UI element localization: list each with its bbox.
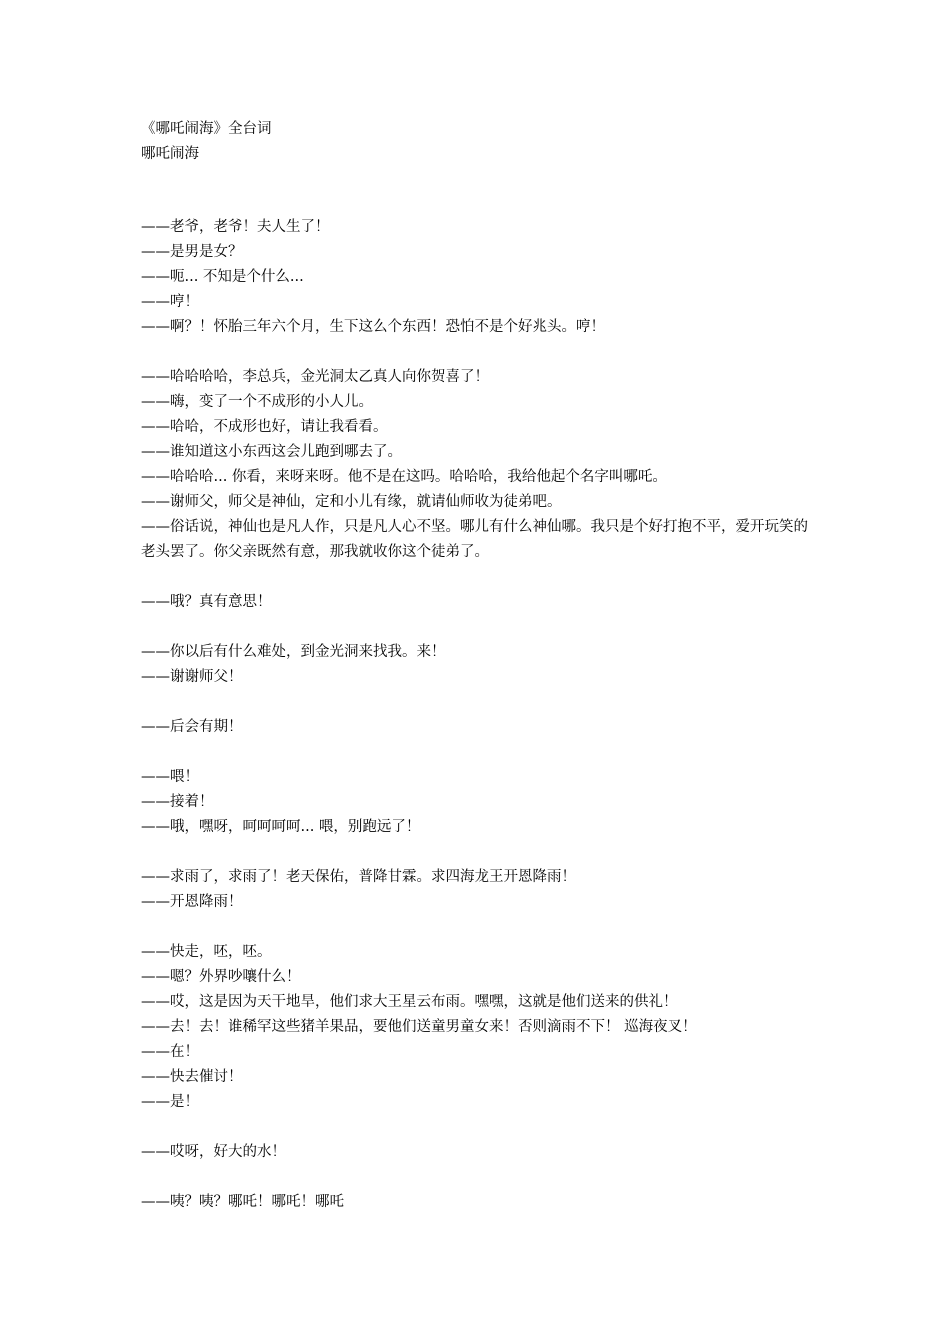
dialogue-line: ——嗯？外界吵嚷什么！	[141, 969, 301, 985]
block-spacer	[141, 615, 821, 640]
dialogue-line: ——后会有期！	[141, 719, 243, 735]
dialogue-block	[141, 1190, 821, 1215]
document-subtitle: 哪吒闹海	[141, 146, 199, 162]
dialogue-block	[141, 590, 821, 615]
dialogue-line: ——是男是女？	[141, 244, 243, 260]
dialogue-line: ——你以后有什么难处，到金光洞来找我。来！	[141, 644, 446, 660]
dialogue-line: ——哎呀，好大的水！	[141, 1144, 286, 1160]
dialogue-block	[141, 215, 821, 340]
block-spacer	[141, 740, 821, 765]
dialogue-line: ——谢谢师父！	[141, 669, 243, 685]
dialogue-line: ——哎，这是因为天干地旱，他们求大王星云布雨。嘿嘿，这就是他们送来的供礼！	[141, 994, 678, 1010]
dialogue-line: ——嗨，变了一个不成形的小人儿。	[141, 394, 373, 410]
dialogue-block	[141, 640, 821, 690]
document-title: 《哪吒闹海》全台词	[141, 121, 272, 137]
dialogue-line: ——去！去！谁稀罕这些猪羊果品，要他们送童男童女来！否则滴雨不下！ 巡海夜叉！	[141, 1019, 697, 1035]
header-gap	[141, 167, 821, 215]
block-spacer	[141, 690, 821, 715]
block-spacer	[141, 915, 821, 940]
dialogue-line: ——哦，嘿呀，呵呵呵呵... 喂，别跑远了！	[141, 819, 421, 835]
dialogue-line: ——开恩降雨！	[141, 894, 243, 910]
dialogue-line: ——求雨了，求雨了！老天保佑，普降甘霖。求四海龙王开恩降雨！	[141, 869, 576, 885]
block-spacer	[141, 840, 821, 865]
block-spacer	[141, 1165, 821, 1190]
dialogue-line: ——快去催讨！	[141, 1069, 243, 1085]
dialogue-block	[141, 765, 821, 840]
dialogue-line: ——哈哈哈... 你看，来呀来呀。他不是在这吗。哈哈哈，我给他起个名字叫哪吒。	[141, 469, 667, 485]
dialogue-line: ——快走，呸，呸。	[141, 944, 272, 960]
dialogue-line: ——哈哈，不成形也好，请让我看看。	[141, 419, 388, 435]
dialogue-block	[141, 715, 821, 740]
dialogue-line: ——老爷，老爷！夫人生了！	[141, 219, 330, 235]
block-spacer	[141, 1115, 821, 1140]
dialogue-line: ——哈哈哈哈，李总兵，金光洞太乙真人向你贺喜了！	[141, 369, 489, 385]
dialogue-line: ——呃... 不知是个什么...	[141, 269, 304, 285]
dialogue-block	[141, 1140, 821, 1165]
block-spacer	[141, 340, 821, 365]
dialogue-line: ——哼！	[141, 294, 199, 310]
block-spacer	[141, 565, 821, 590]
dialogue-line: ——咦？咦？哪吒！哪吒！哪吒	[141, 1194, 344, 1210]
dialogue-line: ——在！	[141, 1044, 199, 1060]
dialogue-block	[141, 865, 821, 915]
script-content	[141, 117, 821, 1215]
dialogue-line: ——谁知道这小东西这会儿跑到哪去了。	[141, 444, 402, 460]
dialogue-line: ——喂！	[141, 769, 199, 785]
dialogue-line: ——哦？真有意思！	[141, 594, 272, 610]
dialogue-line: ——啊？！怀胎三年六个月，生下这么个东西！恐怕不是个好兆头。哼！	[141, 319, 605, 335]
dialogue-block	[141, 365, 821, 565]
dialogue-line: ——俗话说，神仙也是凡人作，只是凡人心不坚。哪儿有什么神仙哪。我只是个好打抱不平，爱开玩笑的老头罢了。你父亲既然有意，那我就收你这个徒弟了。	[141, 519, 808, 560]
dialogue-block	[141, 940, 821, 1115]
dialogue-line: ——谢师父，师父是神仙，定和小儿有缘，就请仙师收为徒弟吧。	[141, 494, 562, 510]
dialogue-line: ——接着！	[141, 794, 214, 810]
dialogue-line: ——是！	[141, 1094, 199, 1110]
